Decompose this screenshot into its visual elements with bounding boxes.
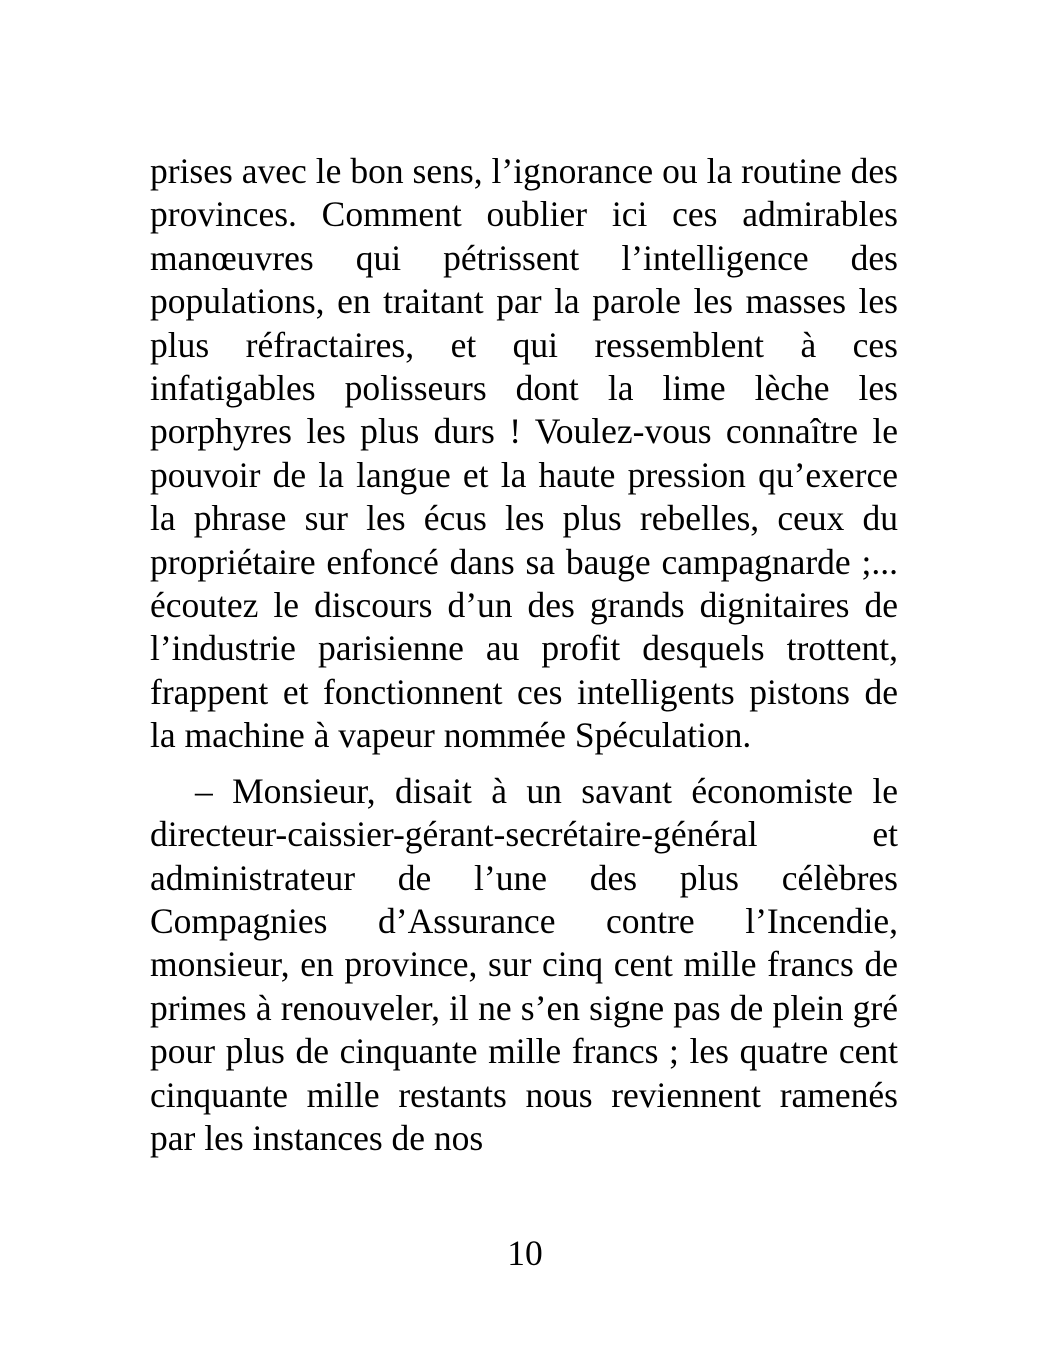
paragraph-dialogue: – Monsieur, disait à un savant économiste le directeur-caissier-gérant-secrétaire-général et administrateur de l’une des plus célèbres Compagnies d’Assurance contre l’Incendie, monsieur, en province, sur cinq cent mille francs de primes à renouveler, il ne s’en signe pas de plein gré pour plus de cinquante mille francs ; les quatre cent cinquante mille restants nous reviennent ramenés par les instances de nos — [150, 770, 898, 1158]
page-number: 10 — [507, 1233, 543, 1273]
page-body — [150, 150, 898, 1160]
paragraph-continuation: prises avec le bon sens, l’ignorance ou la routine des provinces. Comment oublier ici ces admirables manœuvres qui pétrissent l’intelligence des populations, en traitant par la parole les masses les plus réfractaires, et qui ressemblent à ces infatigables polisseurs dont la lime lèche les porphyres les plus durs ! Voulez-vous connaître le pouvoir de la langue et la haute pression qu’exerce la phrase sur les écus les plus rebelles, ceux du propriétaire enfoncé dans sa bauge campagnarde ;... écoutez le discours d’un des grands dignitaires de l’industrie parisienne au profit desquels trottent, frappent et fonctionnent ces intelligents pistons de la machine à vapeur nommée Spéculation. — [150, 151, 898, 756]
